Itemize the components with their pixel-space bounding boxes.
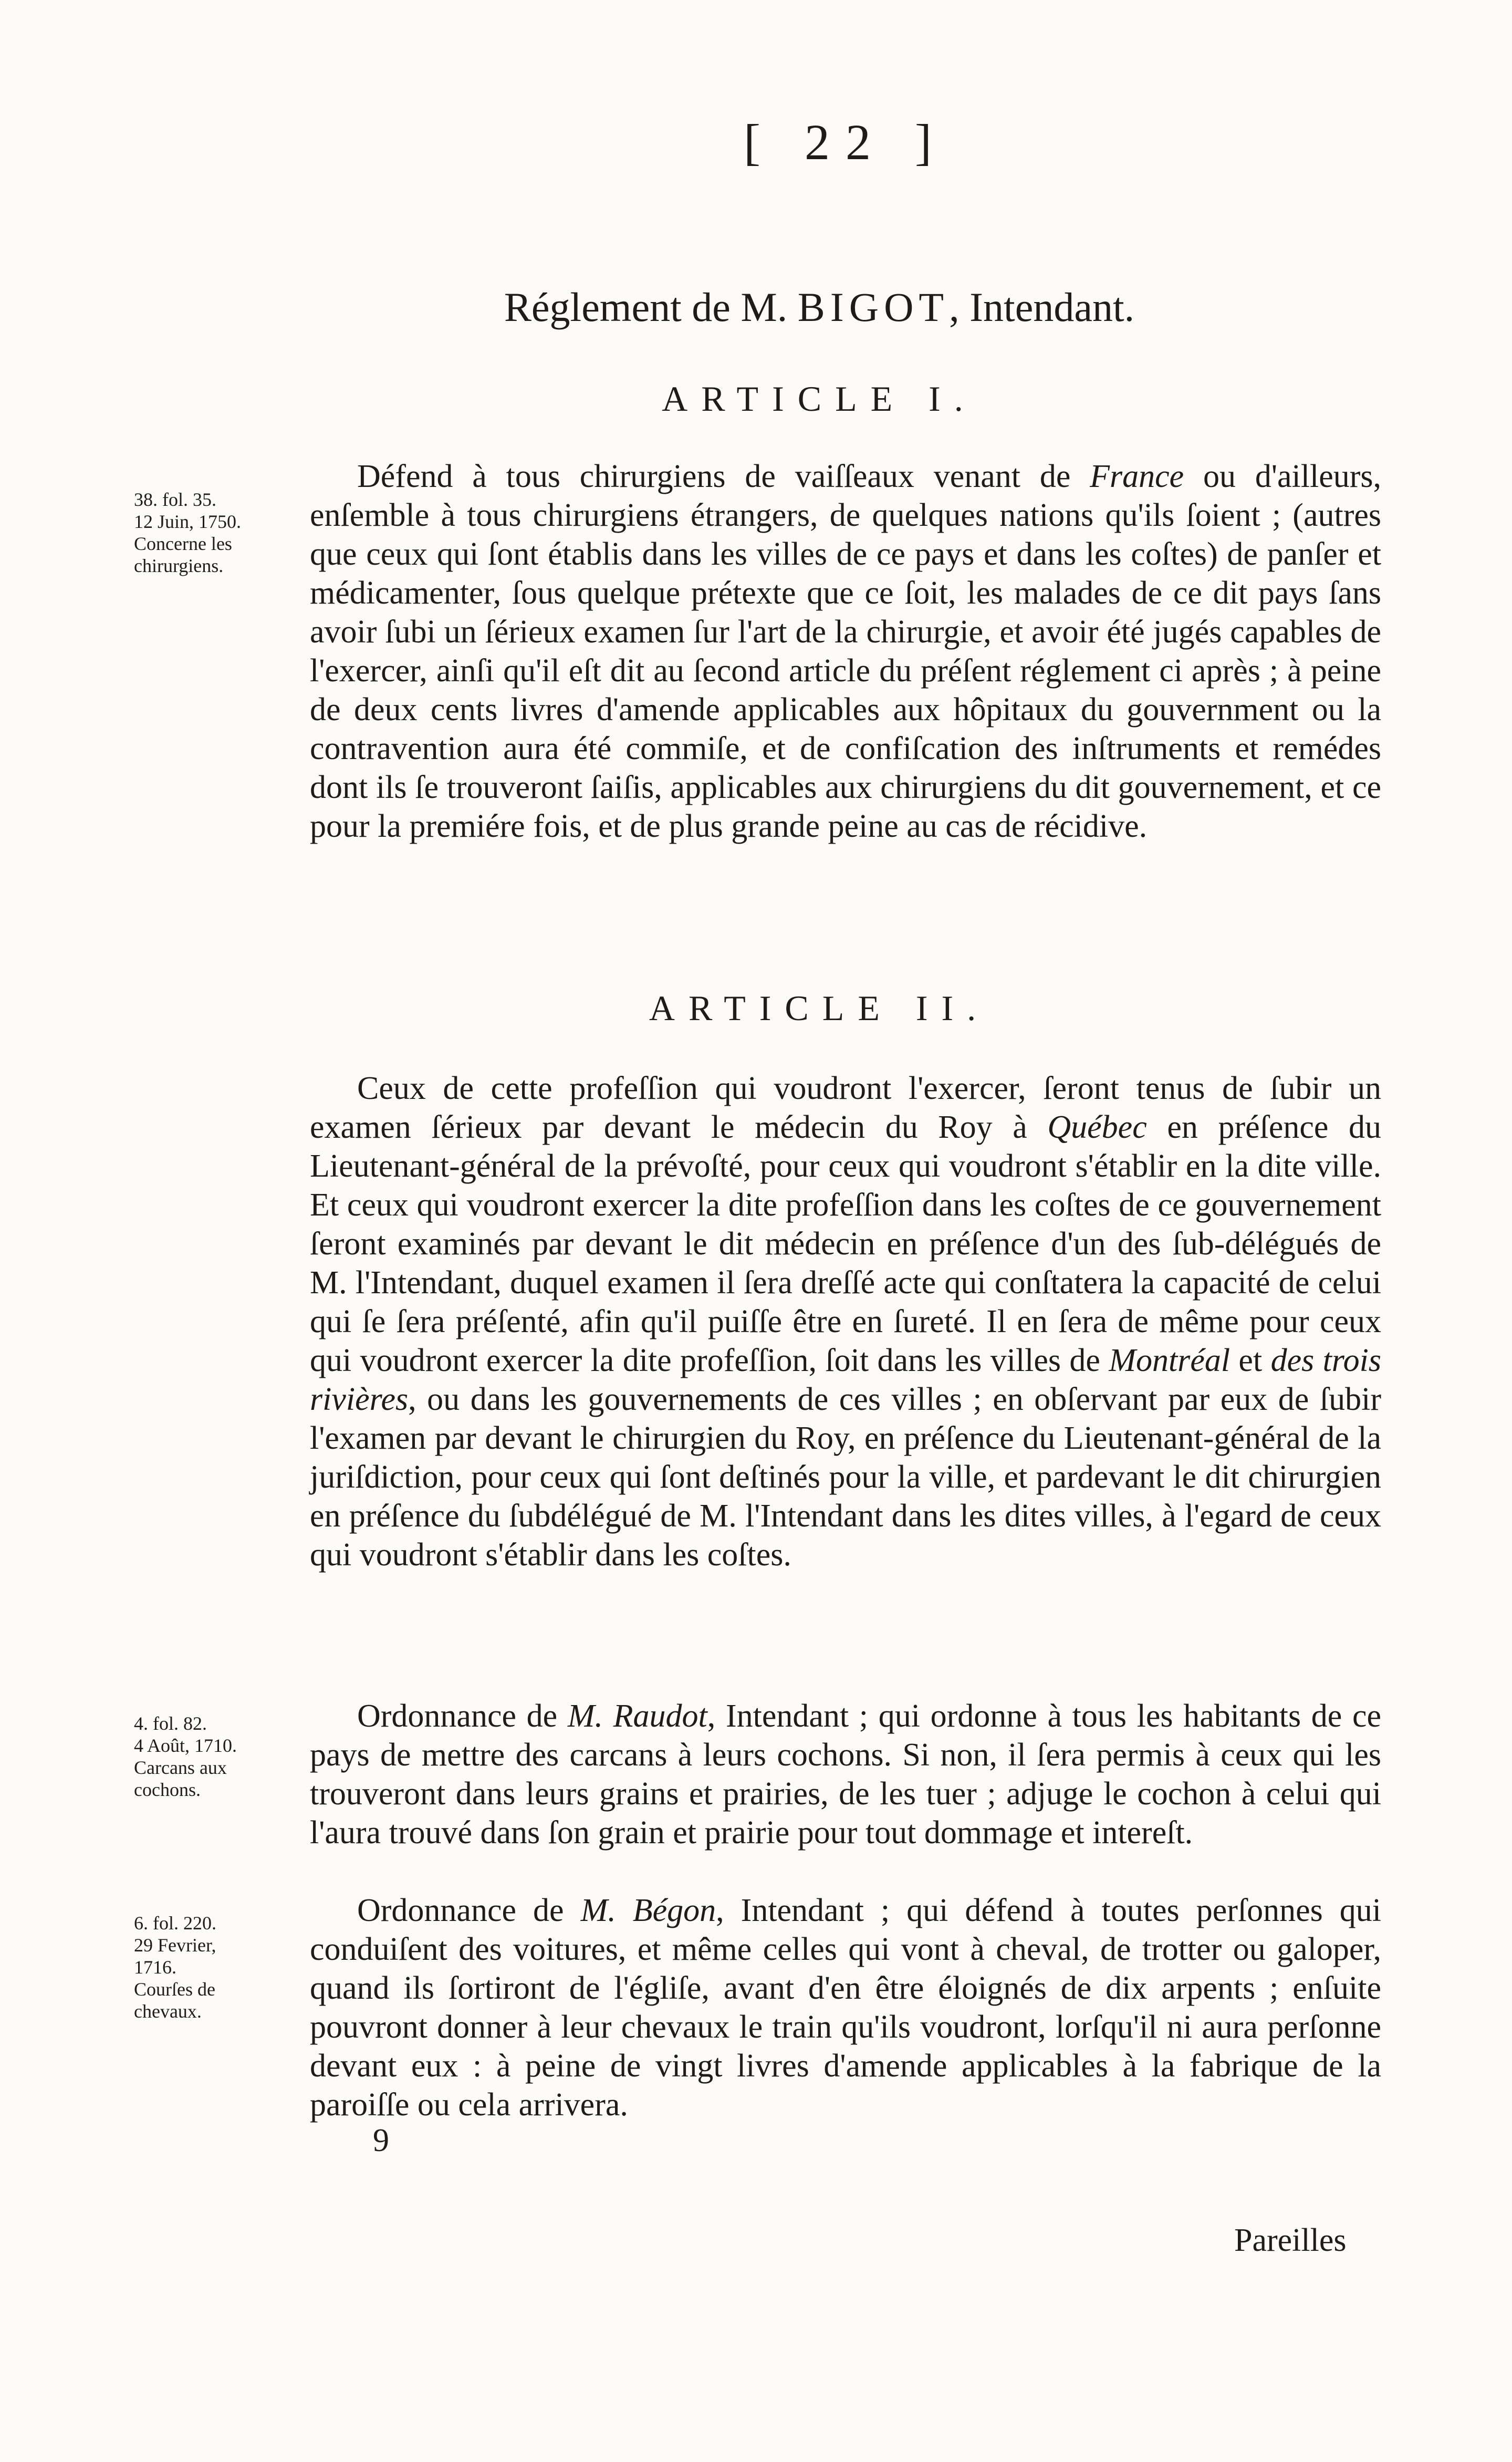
margin-note-1 — [134, 489, 291, 577]
text-run-italic: M. Bégon — [580, 1893, 716, 1928]
margin-note-line: 1716. — [134, 1957, 176, 1978]
ordinance-1-text — [310, 1697, 1381, 1852]
text-run-italic: Montréal — [1109, 1343, 1231, 1378]
margin-note-line: Carcans aux — [134, 1757, 227, 1778]
text-run: , ou dans les gouvernements de ces villes ; en obſervant par eux de ſubir l'examen par devant le chirurgien du Roy, en préſence du Lieutenant-général de la juriſdiction, pour ceux qui ſont deſtinés pour la ville, et pardevant le dit chirurgien en préſence du ſubdélégué de M. l'Intendant dans les dites villes, à l'egard de ceux qui voudront s'établir dans les coſtes. — [310, 1381, 1381, 1573]
margin-note-line: cochons. — [134, 1779, 201, 1800]
page-number: [ 22 ] — [744, 114, 947, 170]
margin-note-line: Concerne les — [134, 533, 232, 554]
catchword: Pareilles — [1234, 2222, 1347, 2258]
ordinance-2-text — [310, 1891, 1381, 2124]
margin-note-line: 29 Fevrier, — [134, 1935, 216, 1956]
text-run: en préſence du Lieutenant-général de la prévoſté, pour ceux qui voudront s'établir en la dite ville. Et ceux qui voudront exercer la dite profeſſion dans les coſtes de ce gouvernement ſeront examinés par devant le dit médecin en préſence d'un des ſub-délégués de M. l'Intendant, duquel examen il ſera dreſſé acte qui conſtatera la capacité de celui qui ſe ſera préſenté, afin qu'il puiſſe être en ſureté. Il en ſera de même pour ceux qui voudront exercer la dite profeſſion, ſoit dans les villes de — [310, 1109, 1382, 1378]
text-run: , Intendant ; qui défend à toutes perſonnes qui conduiſent des voitures, et même celles qui vont à cheval, de trotter ou galoper, quand ils ſortiront de l'égliſe, avant d'en être éloignés de dix arpents ; enſuite pouvront donner à leur chevaux le train qu'ils voudront, lorſqu'il ni aura perſonne devant eux : à peine de vingt livres d'amende applicables à la fabrique de la paroiſſe ou cela arrivera. — [310, 1893, 1382, 2123]
text-run: , Intendant ; qui ordonne à tous les habitants de ce pays de mettre des carcans à leurs cochons. Si non, il ſera permis à ceux qui les trouveront dans leurs grains et prairies, de les tuer ; adjuge le cochon à celui qui l'aura trouvé dans ſon grain et prairie pour tout dommage et intereſt. — [310, 1698, 1381, 1851]
text-run-italic: des trois rivières — [310, 1343, 1381, 1417]
text-run-italic: France — [1090, 459, 1184, 494]
margin-note-line: 6. fol. 220. — [134, 1913, 216, 1934]
margin-note-line: 12 Juin, 1750. — [134, 511, 242, 532]
text-run: Ceux de cette profeſſion qui voudront l'exercer, ſeront tenus de ſubir un examen ſérieux par devant le médecin du Roy à — [310, 1071, 1381, 1145]
text-run: ou d'ailleurs, enſemble à tous chirurgiens étrangers, de quelques nations qu'ils ſoient ; (autres que ceux qui ſont établis dans les villes de ce pays et dans les coſtes) de panſer et médicamenter, ſous quelque prétexte que ce ſoit, les malades de ce dit pays ſans avoir ſubi un ſérieux examen ſur l'art de la chirurgie, et avoir été jugés capables de l'exercer, ainſi qu'il eſt dit au ſecond article du préſent réglement ci après ; à peine de deux cents livres d'amende applicables aux hôpitaux du gouvernment ou la contravention aura été commiſe, et de confiſcation des inſtruments et remédes dont ils ſe trouveront ſaiſis, applicables aux chirurgiens du dit gouvernement, et ce pour la premiére fois, et de plus grande peine au cas de récidive. — [310, 459, 1381, 844]
margin-note-line: Courſes de — [134, 1979, 215, 2000]
article-2-text — [310, 1069, 1381, 1574]
margin-note-line: 4 Août, 1710. — [134, 1735, 237, 1756]
margin-note-line: 38. fol. 35. — [134, 489, 216, 510]
margin-note-line: chevaux. — [134, 2001, 202, 2022]
signature-mark: 9 — [373, 2123, 389, 2158]
text-run: et — [1230, 1343, 1271, 1378]
title-prefix: Réglement de M. — [504, 284, 798, 330]
title-suffix: , Intendant. — [949, 284, 1135, 330]
text-run: Ordonnance de — [357, 1698, 568, 1734]
article-2-heading: ARTICLE II. — [649, 988, 990, 1028]
text-run-italic: M. Raudot — [567, 1698, 707, 1734]
text-run: Ordonnance de — [357, 1893, 581, 1928]
article-1-text — [310, 457, 1381, 846]
title-name: BIGOT — [797, 284, 950, 330]
article-1-heading: ARTICLE I. — [662, 379, 977, 419]
margin-note-line: chirurgiens. — [134, 555, 224, 576]
text-run: Défend à tous chirurgiens de vaiſſeaux venant de — [357, 459, 1090, 494]
margin-note-2 — [134, 1712, 291, 1801]
margin-note-3 — [134, 1912, 291, 2022]
page-title — [294, 284, 1344, 331]
text-run-italic: Québec — [1047, 1109, 1147, 1145]
margin-note-line: 4. fol. 82. — [134, 1713, 207, 1734]
